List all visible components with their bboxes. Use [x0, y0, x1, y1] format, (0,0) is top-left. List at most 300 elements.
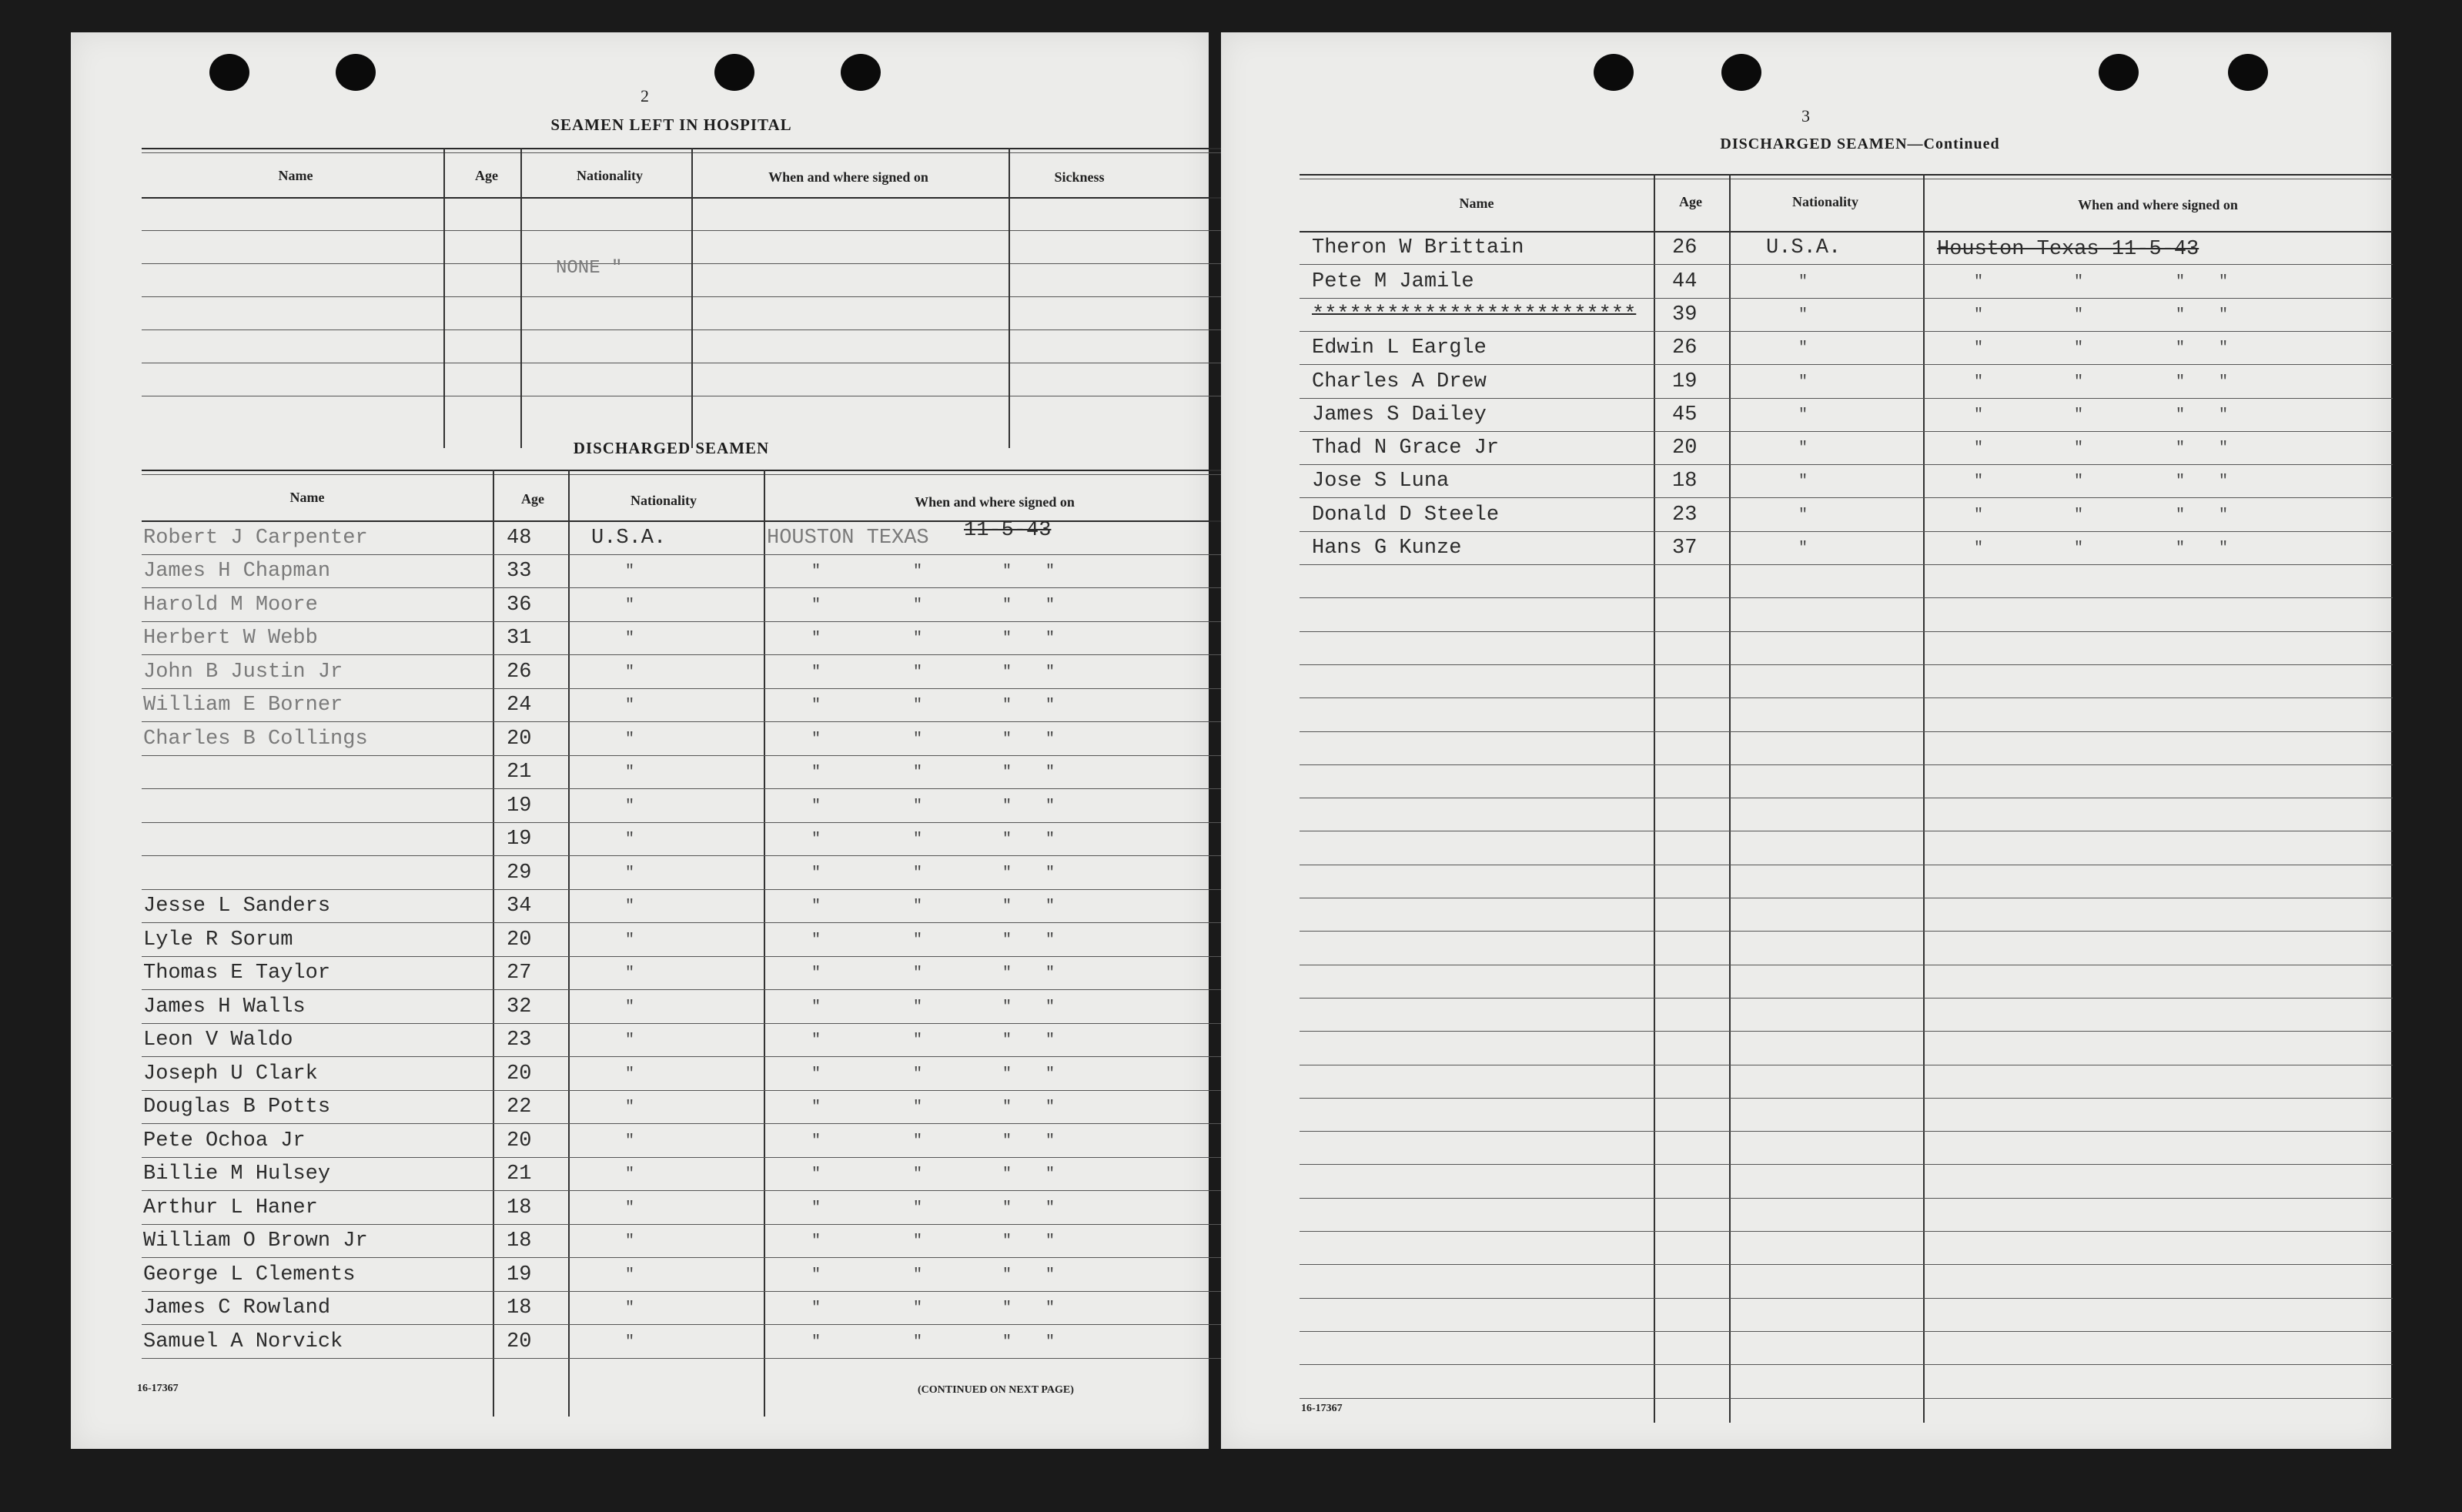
seaman-age: 45: [1672, 403, 1698, 427]
seaman-name: Hans G Kunze: [1312, 537, 1462, 560]
ditto-mark: ": [625, 965, 635, 982]
table-row-line: [142, 230, 1227, 231]
seaman-name: Charles A Drew: [1312, 370, 1487, 393]
table-row-line: [142, 1257, 1227, 1258]
seaman-name: George L Clements: [143, 1263, 356, 1286]
seaman-age: 18: [507, 1196, 532, 1219]
table-row-line: [1300, 1298, 2393, 1299]
ditto-mark: ": [913, 730, 923, 748]
ditto-mark: ": [913, 1300, 923, 1317]
seaman-age: 20: [507, 1062, 532, 1085]
ditto-mark: ": [625, 1300, 635, 1317]
table-row-line: [1300, 664, 2393, 665]
ditto-mark: ": [811, 663, 821, 681]
seaman-age: 20: [1672, 437, 1698, 460]
ditto-mark: ": [2176, 273, 2186, 291]
ditto-mark: ": [625, 864, 635, 882]
seaman-age: 31: [507, 627, 532, 650]
ditto-mark: ": [2074, 440, 2084, 458]
ditto-mark: ": [1045, 730, 1055, 748]
punch-hole: [714, 54, 754, 91]
ditto-mark: ": [913, 1333, 923, 1351]
ditto-mark: ": [1974, 473, 1984, 491]
ditto-mark: ": [625, 730, 635, 748]
signed-on-date: 11-5-43: [964, 518, 1052, 542]
seaman-name: Lyle R Sorum: [143, 928, 293, 952]
ditto-mark: ": [2219, 340, 2229, 358]
ditto-mark: ": [811, 1233, 821, 1250]
ditto-mark: ": [1045, 898, 1055, 915]
table-row-line: [1300, 564, 2393, 565]
ditto-mark: ": [625, 1266, 635, 1284]
header-age: Age: [1679, 194, 1702, 209]
column-divider: [520, 148, 522, 448]
ditto-mark: ": [1974, 340, 1984, 358]
ditto-mark: ": [1045, 630, 1055, 647]
ditto-mark: ": [913, 1065, 923, 1083]
punch-hole: [336, 54, 376, 91]
ditto-mark: ": [811, 831, 821, 848]
hospital-section-title: SEAMEN LEFT IN HOSPITAL: [550, 115, 792, 134]
table-top-rule: [142, 470, 1227, 471]
signed-on-place: HOUSTON TEXAS: [767, 526, 929, 550]
seaman-name: Joseph U Clark: [143, 1062, 318, 1085]
seaman-age: 20: [507, 1330, 532, 1353]
ditto-mark: ": [2219, 306, 2229, 324]
table-row-line: [142, 1190, 1227, 1191]
ditto-mark: ": [1002, 797, 1012, 815]
ditto-mark: ": [1002, 697, 1012, 714]
ditto-mark: ": [1002, 663, 1012, 681]
header-when-where: When and where signed on: [768, 169, 928, 185]
table-row-line: [1300, 1164, 2393, 1165]
form-code: 16-17367: [1301, 1403, 1343, 1414]
table-row-line: [1300, 1098, 2393, 1099]
table-top-rule: [142, 474, 1227, 475]
punch-hole: [1594, 54, 1634, 91]
ditto-mark: ": [1002, 563, 1012, 580]
seaman-age: 23: [507, 1029, 532, 1052]
ditto-mark: ": [1974, 306, 1984, 324]
ditto-mark: ": [1002, 1266, 1012, 1284]
ditto-mark: ": [1974, 440, 1984, 458]
ditto-mark: ": [1045, 1065, 1055, 1083]
ditto-mark: ": [1002, 630, 1012, 647]
ditto-mark: ": [913, 797, 923, 815]
ditto-mark: ": [1974, 373, 1984, 391]
ditto-mark: ": [2176, 506, 2186, 524]
table-row-line: [1300, 497, 2393, 498]
ditto-mark: ": [2176, 473, 2186, 491]
ditto-mark: ": [2176, 373, 2186, 391]
seaman-name: James C Rowland: [143, 1296, 331, 1320]
seaman-name: Billie M Hulsey: [143, 1162, 331, 1186]
table-row-line: [142, 1023, 1227, 1024]
ditto-mark: ": [1798, 373, 1808, 391]
table-row-line: [142, 621, 1227, 622]
seaman-name: William E Borner: [143, 694, 343, 717]
table-top-rule: [142, 148, 1227, 149]
ditto-mark: ": [625, 630, 635, 647]
seaman-age: 21: [507, 1162, 532, 1186]
ditto-mark: ": [811, 1199, 821, 1217]
ditto-mark: ": [1002, 1166, 1012, 1183]
ditto-mark: ": [625, 1032, 635, 1049]
table-row-line: [142, 855, 1227, 856]
ditto-mark: ": [811, 1132, 821, 1150]
discharged-section-title: DISCHARGED SEAMEN: [573, 439, 770, 457]
ditto-mark: ": [2219, 373, 2229, 391]
table-row-line: [142, 1123, 1227, 1124]
seaman-name: Thomas E Taylor: [143, 962, 331, 985]
column-divider: [691, 148, 693, 448]
ditto-mark: ": [625, 697, 635, 714]
header-sickness: Sickness: [1054, 169, 1105, 185]
seaman-age: 32: [507, 995, 532, 1019]
nationality: U.S.A.: [591, 526, 667, 550]
ditto-mark: ": [1002, 898, 1012, 915]
ditto-mark: ": [2219, 440, 2229, 458]
seaman-age: 24: [507, 694, 532, 717]
ditto-mark: ": [913, 563, 923, 580]
header-name: Name: [1459, 196, 1494, 211]
seaman-age: 29: [507, 861, 532, 885]
seaman-name: Robert J Carpenter: [143, 526, 368, 550]
ditto-mark: ": [2219, 473, 2229, 491]
header-age: Age: [521, 491, 544, 507]
column-divider: [1009, 148, 1010, 448]
seaman-age: 48: [507, 526, 532, 550]
seaman-age: 34: [507, 895, 532, 918]
ditto-mark: ": [625, 1233, 635, 1250]
table-row-line: [142, 329, 1227, 330]
table-row-line: [1300, 1264, 2393, 1265]
ditto-mark: ": [811, 864, 821, 882]
ditto-mark: ": [811, 797, 821, 815]
ditto-mark: ": [1045, 831, 1055, 848]
ditto-mark: ": [811, 965, 821, 982]
column-divider: [764, 470, 765, 1417]
table-row-line: [142, 263, 1227, 264]
seaman-name: William O Brown Jr: [143, 1229, 368, 1253]
ditto-mark: ": [1002, 965, 1012, 982]
ditto-mark: ": [1798, 406, 1808, 424]
ditto-mark: ": [913, 764, 923, 781]
ditto-mark: ": [1045, 931, 1055, 949]
ditto-mark: ": [1974, 406, 1984, 424]
seaman-name: Thad N Grace Jr: [1312, 437, 1500, 460]
ditto-mark: ": [2176, 540, 2186, 557]
header-rule: [142, 520, 1227, 522]
ditto-mark: ": [1002, 596, 1012, 614]
table-row-line: [1300, 431, 2393, 432]
seaman-name: Donald D Steele: [1312, 503, 1500, 527]
ditto-mark: ": [625, 663, 635, 681]
ditto-mark: ": [625, 1199, 635, 1217]
ditto-mark: ": [1045, 1199, 1055, 1217]
seaman-age: 19: [507, 828, 532, 851]
seaman-name: Arthur L Haner: [143, 1196, 318, 1219]
table-row-line: [1300, 931, 2393, 932]
seaman-age: 26: [1672, 236, 1698, 260]
ditto-mark: ": [2219, 506, 2229, 524]
ditto-mark: ": [1045, 864, 1055, 882]
ditto-mark: ": [2176, 440, 2186, 458]
seaman-name: John B Justin Jr: [143, 660, 343, 684]
table-row-line: [142, 788, 1227, 789]
table-row-line: [142, 688, 1227, 689]
ditto-mark: ": [625, 898, 635, 915]
punch-hole: [2099, 54, 2139, 91]
ditto-mark: ": [913, 898, 923, 915]
ditto-mark: ": [2176, 340, 2186, 358]
header-rule: [142, 197, 1227, 199]
table-row-line: [1300, 1398, 2393, 1399]
table-row-line: [1300, 531, 2393, 532]
seaman-name: Charles B Collings: [143, 727, 368, 751]
ditto-mark: ": [913, 596, 923, 614]
seaman-age: 20: [507, 928, 532, 952]
ditto-mark: ": [1002, 1032, 1012, 1049]
ditto-mark: ": [913, 1032, 923, 1049]
hospital-none-note: NONE ": [556, 258, 623, 279]
header-nationality: Nationality: [1791, 194, 1858, 209]
table-row-line: [142, 296, 1227, 297]
seaman-name: **************************: [1312, 303, 1637, 326]
seaman-age: 18: [507, 1229, 532, 1253]
seaman-name: Jose S Luna: [1312, 470, 1450, 493]
punch-hole: [841, 54, 881, 91]
table-row-line: [142, 1157, 1227, 1158]
seaman-age: 33: [507, 560, 532, 583]
ditto-mark: ": [2219, 540, 2229, 557]
ditto-mark: ": [1045, 697, 1055, 714]
ditto-mark: ": [1045, 998, 1055, 1016]
ditto-mark: ": [811, 1300, 821, 1317]
ditto-mark: ": [1002, 1099, 1012, 1116]
table-row-line: [142, 721, 1227, 722]
seaman-age: 21: [507, 761, 532, 784]
page-number: 2: [641, 86, 649, 105]
seaman-name: Pete M Jamile: [1312, 269, 1474, 293]
table-row-line: [142, 1090, 1227, 1091]
table-row-line: [1300, 1364, 2393, 1365]
ditto-mark: ": [1002, 1199, 1012, 1217]
table-row-line: [1300, 731, 2393, 732]
ditto-mark: ": [1974, 273, 1984, 291]
ditto-mark: ": [811, 1266, 821, 1284]
seaman-name: Leon V Waldo: [143, 1029, 293, 1052]
ditto-mark: ": [625, 998, 635, 1016]
ditto-mark: ": [811, 1333, 821, 1351]
ditto-mark: ": [811, 596, 821, 614]
continued-note: (CONTINUED ON NEXT PAGE): [918, 1384, 1074, 1396]
header-when-where: When and where signed on: [2078, 197, 2238, 212]
right-page: [1221, 32, 2391, 1449]
ditto-mark: ": [913, 1099, 923, 1116]
header-name: Name: [278, 168, 313, 183]
seaman-name: Pete Ochoa Jr: [143, 1129, 306, 1152]
ditto-mark: ": [1045, 1132, 1055, 1150]
column-divider: [568, 470, 570, 1417]
seaman-age: 37: [1672, 537, 1698, 560]
seaman-name: Harold M Moore: [143, 593, 318, 617]
ditto-mark: ": [2074, 473, 2084, 491]
ditto-mark: ": [2074, 506, 2084, 524]
ditto-mark: ": [625, 831, 635, 848]
seaman-age: 18: [507, 1296, 532, 1320]
header-when-where: When and where signed on: [915, 494, 1075, 510]
ditto-mark: ": [1045, 596, 1055, 614]
ditto-mark: ": [2074, 306, 2084, 324]
table-row-line: [142, 654, 1227, 655]
table-row-line: [1300, 1031, 2393, 1032]
ditto-mark: ": [2176, 306, 2186, 324]
ditto-mark: ": [913, 1233, 923, 1250]
ditto-mark: ": [625, 563, 635, 580]
seaman-name: Herbert W Webb: [143, 627, 318, 650]
ditto-mark: ": [1002, 998, 1012, 1016]
ditto-mark: ": [1798, 273, 1808, 291]
ditto-mark: ": [1974, 506, 1984, 524]
section-title: DISCHARGED SEAMEN—Continued: [1720, 135, 2000, 152]
ditto-mark: ": [811, 931, 821, 949]
ditto-mark: ": [625, 1166, 635, 1183]
ditto-mark: ": [2176, 406, 2186, 424]
ditto-mark: ": [2219, 273, 2229, 291]
ditto-mark: ": [1002, 1065, 1012, 1083]
seaman-age: 39: [1672, 303, 1698, 326]
table-row-line: [142, 956, 1227, 957]
table-row-line: [1300, 298, 2393, 299]
table-row-line: [1300, 364, 2393, 365]
table-row-line: [1300, 631, 2393, 632]
ditto-mark: ": [913, 1132, 923, 1150]
ditto-mark: ": [1002, 931, 1012, 949]
ditto-mark: ": [1045, 965, 1055, 982]
seaman-name: James H Chapman: [143, 560, 331, 583]
table-row-line: [1300, 1198, 2393, 1199]
ditto-mark: ": [913, 663, 923, 681]
table-top-rule: [142, 152, 1227, 153]
ditto-mark: ": [913, 831, 923, 848]
ditto-mark: ": [913, 965, 923, 982]
ditto-mark: ": [625, 1333, 635, 1351]
ditto-mark: ": [625, 931, 635, 949]
seaman-name: Samuel A Norvick: [143, 1330, 343, 1353]
ditto-mark: ": [1045, 1333, 1055, 1351]
ditto-mark: ": [1002, 730, 1012, 748]
ditto-mark: ": [1002, 864, 1012, 882]
table-row-line: [142, 889, 1227, 890]
ditto-mark: ": [1798, 306, 1808, 324]
ditto-mark: ": [913, 630, 923, 647]
seaman-age: 19: [1672, 370, 1698, 393]
column-divider: [443, 148, 445, 448]
seaman-age: 36: [507, 593, 532, 617]
table-row-line: [1300, 1231, 2393, 1232]
ditto-mark: ": [625, 797, 635, 815]
signed-on-place: Houston Texas 11-5-43: [1937, 238, 2199, 262]
ditto-mark: ": [2219, 406, 2229, 424]
ditto-mark: ": [811, 563, 821, 580]
table-row-line: [142, 1291, 1227, 1292]
table-row-line: [1300, 398, 2393, 399]
seaman-name: Douglas B Potts: [143, 1096, 331, 1119]
seaman-age: 19: [507, 794, 532, 818]
ditto-mark: ": [625, 596, 635, 614]
seaman-age: 44: [1672, 269, 1698, 293]
ditto-mark: ": [811, 898, 821, 915]
ditto-mark: ": [2074, 340, 2084, 358]
ditto-mark: ": [2074, 273, 2084, 291]
column-divider: [493, 470, 494, 1417]
ditto-mark: ": [913, 1166, 923, 1183]
table-row-line: [142, 922, 1227, 923]
ditto-mark: ": [1002, 831, 1012, 848]
ditto-mark: ": [1045, 1032, 1055, 1049]
ditto-mark: ": [625, 1132, 635, 1150]
ditto-mark: ": [1045, 1166, 1055, 1183]
seaman-age: 26: [507, 660, 532, 684]
ditto-mark: ": [811, 998, 821, 1016]
seaman-name: Theron W Brittain: [1312, 236, 1524, 260]
ditto-mark: ": [811, 764, 821, 781]
table-row-line: [142, 1056, 1227, 1057]
ditto-mark: ": [1045, 1099, 1055, 1116]
seaman-name: Edwin L Eargle: [1312, 336, 1487, 360]
ditto-mark: ": [1002, 1132, 1012, 1150]
table-row-line: [142, 989, 1227, 990]
header-name: Name: [289, 490, 325, 505]
ditto-mark: ": [1798, 506, 1808, 524]
form-code: 16-17367: [137, 1383, 179, 1394]
table-row-line: [1300, 331, 2393, 332]
table-row-line: [1300, 764, 2393, 765]
punch-hole: [209, 54, 249, 91]
seaman-name: James H Walls: [143, 995, 306, 1019]
ditto-mark: ": [1002, 1333, 1012, 1351]
ditto-mark: ": [913, 998, 923, 1016]
ditto-mark: ": [625, 1099, 635, 1116]
ditto-mark: ": [1798, 340, 1808, 358]
seaman-name: James S Dailey: [1312, 403, 1487, 427]
left-page: [71, 32, 1209, 1449]
seaman-name: Jesse L Sanders: [143, 895, 331, 918]
ditto-mark: ": [811, 697, 821, 714]
ditto-mark: ": [811, 730, 821, 748]
table-row-line: [1300, 464, 2393, 465]
table-row-line: [1300, 998, 2393, 999]
ditto-mark: ": [811, 630, 821, 647]
table-row-line: [142, 1324, 1227, 1325]
table-row-line: [142, 1224, 1227, 1225]
table-row-line: [142, 587, 1227, 588]
punch-hole: [1721, 54, 1761, 91]
ditto-mark: ": [2074, 373, 2084, 391]
seaman-age: 20: [507, 1129, 532, 1152]
ditto-mark: ": [1045, 1300, 1055, 1317]
header-nationality: Nationality: [630, 493, 697, 508]
ditto-mark: ": [1002, 1233, 1012, 1250]
table-row-line: [142, 822, 1227, 823]
seaman-age: 20: [507, 727, 532, 751]
header-rule: [1300, 231, 2393, 232]
ditto-mark: ": [1045, 563, 1055, 580]
header-nationality: Nationality: [576, 168, 643, 183]
seaman-age: 23: [1672, 503, 1698, 527]
ditto-mark: ": [625, 764, 635, 781]
